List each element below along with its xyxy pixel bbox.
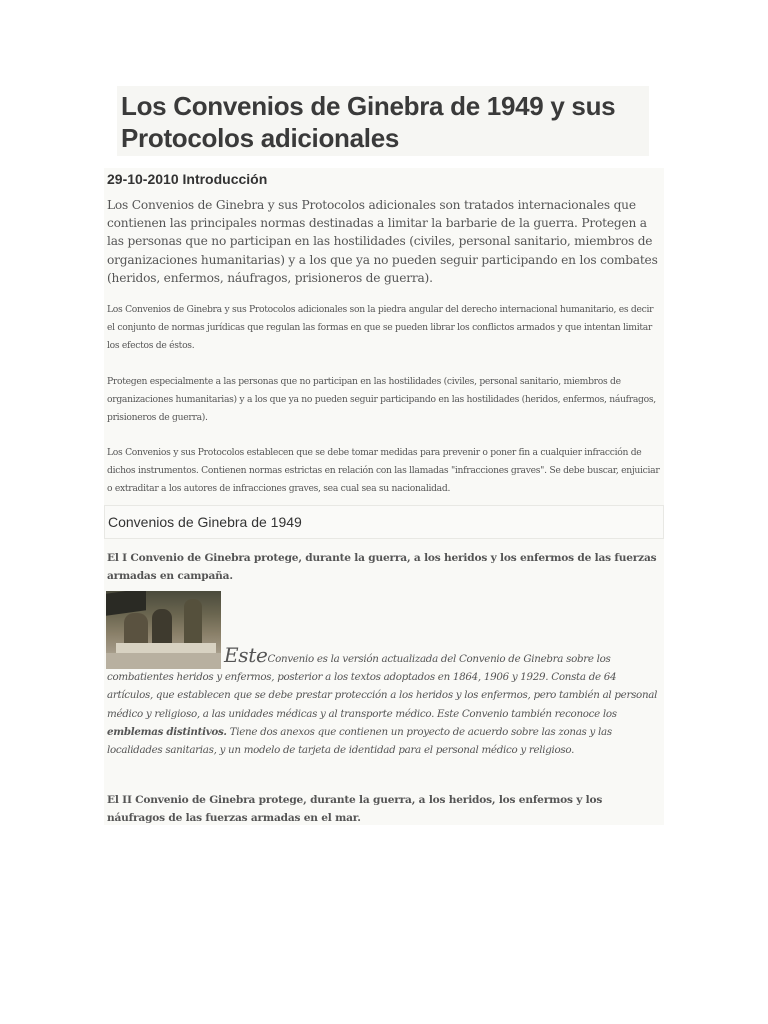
section-header-box: [104, 505, 664, 539]
section-title: Convenios de Ginebra de 1949: [108, 514, 302, 530]
body-paragraph-2: Protegen especialmente a las personas que no participan en las hostilidades (civiles, personal sanitario, miembros de organizaciones humanitarias) y a los que ya no pueden seguir participando en las hostilidades (heridos, enfermos, náufragos, prisioneros de guerra).: [107, 376, 656, 423]
convention-1-text-b: Tiene dos anexos que contienen un proyecto de acuerdo sobre las zonas y las localidades sanitarias, y un modelo de tarjeta de identidad para el personal médico y religioso.: [107, 725, 612, 757]
convention-1-lead: Este: [224, 643, 268, 667]
convention-1-text-a: Convenio es la versión actualizada del Convenio de Ginebra sobre los combatientes heridos y enfermos, posterior a los textos adoptados en 1864, 1906 y 1929. Consta de 64 artículos, que establecen que se debe prestar protección a los heridos y los enfermos, pero también al personal médico y religioso, a las unidades médicas y al transporte médico. Este Convenio también reconoce los: [107, 653, 658, 720]
article-content: [104, 168, 664, 825]
convention-2-heading: El II Convenio de Ginebra protege, durante la guerra, a los heridos, los enfermos y los náufragos de las fuerzas armadas en el mar.: [107, 794, 603, 825]
convention-1-heading: El I Convenio de Ginebra protege, durante la guerra, a los heridos y los enfermos de las fuerzas armadas en campaña.: [107, 552, 657, 583]
title-box: [117, 86, 649, 156]
emblemas-link[interactable]: emblemas distintivos.: [107, 725, 227, 738]
body-paragraph-3: Los Convenios y sus Protocolos establecen que se debe tomar medidas para prevenir o poner fin a cualquier infracción de dichos instrumentos. Contienen normas estrictas en relación con las llamadas "infracciones graves". Se debe buscar, enjuiciar o extraditar a los autores de infracciones graves, sea cual sea su nacionalidad.: [107, 447, 660, 494]
intro-paragraph: Los Convenios de Ginebra y sus Protocolos adicionales son tratados internacionales que contienen las principales normas destinadas a limitar la barbarie de la guerra. Protegen a las personas que no participan en las hostilidades (civiles, personal sanitario, miembros de organizaciones humanitarias) y a los que ya no pueden seguir participando en los combates (heridos, enfermos, náufragos, prisioneros de guerra).: [107, 198, 658, 285]
page-title: Los Convenios de Ginebra de 1949 y sus Protocolos adicionales: [121, 91, 616, 153]
date-heading: 29-10-2010 Introducción: [107, 171, 268, 187]
body-paragraph-1: Los Convenios de Ginebra y sus Protocolos adicionales son la piedra angular del derecho internacional humanitario, es decir el conjunto de normas jurídicas que regulan las formas en que se pueden librar los conflictos armados y que intentan limitar los efectos de éstos.: [107, 304, 654, 351]
convention-1-description: [107, 643, 663, 759]
